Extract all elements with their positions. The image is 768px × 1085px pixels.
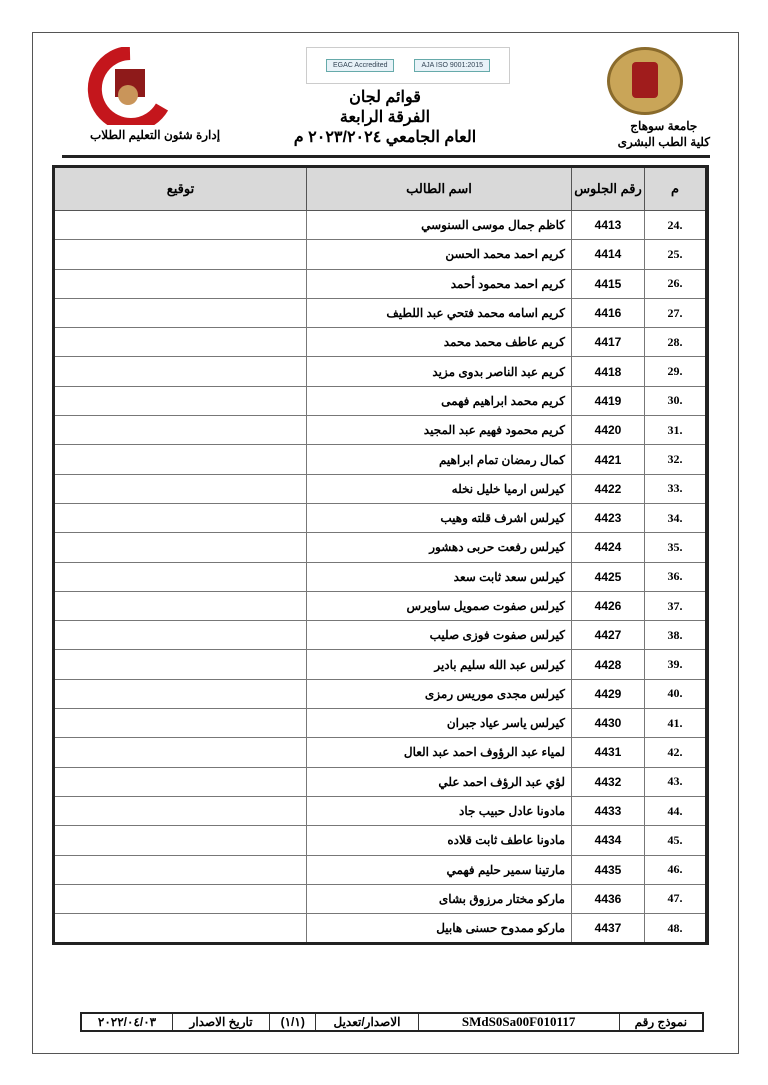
- student-name: كاظم جمال موسى السنوسي: [307, 211, 572, 240]
- signature-cell: [54, 591, 307, 620]
- student-name: كريم اسامه محمد فتحي عبد اللطيف: [307, 298, 572, 327]
- signature-cell: [54, 386, 307, 415]
- row-index: .39: [645, 650, 708, 679]
- student-name: كيرلس ياسر عياد جبران: [307, 709, 572, 738]
- row-index: .27: [645, 298, 708, 327]
- row-index: .33: [645, 474, 708, 503]
- signature-cell: [54, 503, 307, 532]
- signature-cell: [54, 914, 307, 944]
- student-name: لمياء عبد الرؤوف احمد عبد العال: [307, 738, 572, 767]
- seat-number: 4428: [572, 650, 645, 679]
- signature-cell: [54, 445, 307, 474]
- seat-number: 4414: [572, 240, 645, 269]
- signature-cell: [54, 328, 307, 357]
- row-index: .29: [645, 357, 708, 386]
- table-row: [54, 914, 708, 944]
- seat-number: 4436: [572, 884, 645, 913]
- seat-number: 4434: [572, 826, 645, 855]
- row-index: .28: [645, 328, 708, 357]
- student-name: كريم عبد الناصر بدوى مزيد: [307, 357, 572, 386]
- certification-logos: [306, 47, 510, 84]
- signature-cell: [54, 679, 307, 708]
- table-row: [54, 796, 708, 825]
- signature-cell: [54, 562, 307, 591]
- signature-cell: [54, 211, 307, 240]
- row-index: .42: [645, 738, 708, 767]
- revision-value: (١/١): [270, 1013, 316, 1031]
- row-index: .26: [645, 269, 708, 298]
- table-row: [54, 533, 708, 562]
- seat-number: 4424: [572, 533, 645, 562]
- row-index: .47: [645, 884, 708, 913]
- row-index: .41: [645, 709, 708, 738]
- student-name: كيرلس ارميا خليل نخله: [307, 474, 572, 503]
- form-number-label: نموذج رقم: [619, 1013, 703, 1031]
- row-index: .31: [645, 416, 708, 445]
- seat-number: 4432: [572, 767, 645, 796]
- table-row: [54, 474, 708, 503]
- seat-number: 4420: [572, 416, 645, 445]
- seat-number: 4431: [572, 738, 645, 767]
- department-name: إدارة شئون التعليم الطلاب: [90, 128, 221, 142]
- student-name: كريم احمد محمود أحمد: [307, 269, 572, 298]
- header-institution: [618, 118, 710, 150]
- table-row: [54, 826, 708, 855]
- document-title: قوائم لجان: [349, 89, 421, 106]
- seat-number: 4437: [572, 914, 645, 944]
- signature-cell: [54, 767, 307, 796]
- row-index: .25: [645, 240, 708, 269]
- student-name: كمال رمضان تمام ابراهيم: [307, 445, 572, 474]
- table-row: [54, 855, 708, 884]
- student-name: كيرلس رفعت حربى دهشور: [307, 533, 572, 562]
- revision-label: الاصدار/تعديل: [316, 1013, 418, 1031]
- signature-cell: [54, 533, 307, 562]
- signature-cell: [54, 884, 307, 913]
- row-index: .34: [645, 503, 708, 532]
- student-name: مارتينا سمير حليم فهمي: [307, 855, 572, 884]
- student-name: كيرلس سعد ثابت سعد: [307, 562, 572, 591]
- student-name: كريم محمود فهيم عبد المجيد: [307, 416, 572, 445]
- seat-number: 4425: [572, 562, 645, 591]
- student-name: مادونا عادل حبيب جاد: [307, 796, 572, 825]
- table-row: [54, 269, 708, 298]
- aja-logo: AJA ISO 9001:2015: [414, 59, 490, 72]
- seat-number: 4422: [572, 474, 645, 503]
- signature-cell: [54, 357, 307, 386]
- table-row: [54, 709, 708, 738]
- academic-year: العام الجامعي ٢٠٢٣/٢٠٢٤ م: [293, 129, 477, 146]
- seat-number: 4427: [572, 621, 645, 650]
- col-student-name: اسم الطالب: [307, 167, 572, 211]
- row-index: .48: [645, 914, 708, 944]
- university-name: جامعة سوهاج: [630, 119, 698, 133]
- col-signature: توقيع: [54, 167, 307, 211]
- table-row: [54, 767, 708, 796]
- signature-cell: [54, 826, 307, 855]
- issue-date: ٢٠٢٢/٠٤/٠٣: [81, 1013, 173, 1031]
- signature-cell: [54, 416, 307, 445]
- row-index: .43: [645, 767, 708, 796]
- table-row: [54, 240, 708, 269]
- signature-cell: [54, 298, 307, 327]
- signature-cell: [54, 474, 307, 503]
- student-name: لؤي عبد الرؤف احمد علي: [307, 767, 572, 796]
- student-name: كيرلس عبد الله سليم بادير: [307, 650, 572, 679]
- table-row: [54, 884, 708, 913]
- student-name: كريم عاطف محمد محمد: [307, 328, 572, 357]
- student-name: كريم احمد محمد الحسن: [307, 240, 572, 269]
- col-index: م: [645, 167, 708, 211]
- seat-number: 4417: [572, 328, 645, 357]
- row-index: .44: [645, 796, 708, 825]
- student-name: كريم محمد ابراهيم فهمى: [307, 386, 572, 415]
- signature-cell: [54, 855, 307, 884]
- row-index: .30: [645, 386, 708, 415]
- student-name: كيرلس اشرف قلته وهيب: [307, 503, 572, 532]
- row-index: .45: [645, 826, 708, 855]
- row-index: .32: [645, 445, 708, 474]
- row-index: .38: [645, 621, 708, 650]
- table-row: [54, 562, 708, 591]
- table-row: [54, 503, 708, 532]
- signature-cell: [54, 738, 307, 767]
- egac-logo: EGAC Accredited: [326, 59, 394, 72]
- issue-date-label: تاريخ الاصدار: [173, 1013, 270, 1031]
- row-index: .37: [645, 591, 708, 620]
- students-table: [52, 165, 709, 945]
- table-row: [54, 591, 708, 620]
- seat-number: 4423: [572, 503, 645, 532]
- faculty-logo: [70, 47, 175, 125]
- student-name: ماركو ممدوح حسنى هابيل: [307, 914, 572, 944]
- table-row: [54, 445, 708, 474]
- table-row: [54, 738, 708, 767]
- seat-number: 4419: [572, 386, 645, 415]
- table-row: [54, 650, 708, 679]
- signature-cell: [54, 240, 307, 269]
- table-row: [54, 679, 708, 708]
- table-row: [54, 621, 708, 650]
- form-number: SMdS0Sa00F010117: [418, 1013, 619, 1031]
- seat-number: 4426: [572, 591, 645, 620]
- seat-number: 4416: [572, 298, 645, 327]
- signature-cell: [54, 796, 307, 825]
- student-name: كيرلس مجدى موريس رمزى: [307, 679, 572, 708]
- student-name: ماركو مختار مرزوق بشاى: [307, 884, 572, 913]
- table-row: [54, 211, 708, 240]
- signature-cell: [54, 621, 307, 650]
- seat-number: 4433: [572, 796, 645, 825]
- signature-cell: [54, 709, 307, 738]
- document-titles: [250, 88, 520, 148]
- table-row: [54, 386, 708, 415]
- seat-number: 4415: [572, 269, 645, 298]
- seat-number: 4418: [572, 357, 645, 386]
- table-row: [54, 357, 708, 386]
- table-row: [54, 328, 708, 357]
- col-seat-number: رقم الجلوس: [572, 167, 645, 211]
- signature-cell: [54, 650, 307, 679]
- university-seal-logo: [607, 47, 683, 115]
- seat-number: 4435: [572, 855, 645, 884]
- level-title: الفرقة الرابعة: [339, 109, 431, 126]
- row-index: .24: [645, 211, 708, 240]
- seat-number: 4430: [572, 709, 645, 738]
- table-row: [54, 416, 708, 445]
- student-name: كيرلس صفوت صمويل ساويرس: [307, 591, 572, 620]
- form-footer: [80, 1012, 704, 1032]
- seat-number: 4421: [572, 445, 645, 474]
- row-index: .36: [645, 562, 708, 591]
- table-header-row: [54, 167, 708, 211]
- table-row: [54, 298, 708, 327]
- student-name: كيرلس صفوت فوزى صليب: [307, 621, 572, 650]
- row-index: .40: [645, 679, 708, 708]
- faculty-name: كلية الطب البشرى: [617, 135, 710, 149]
- header-divider: [62, 155, 710, 158]
- row-index: .46: [645, 855, 708, 884]
- signature-cell: [54, 269, 307, 298]
- row-index: .35: [645, 533, 708, 562]
- seat-number: 4413: [572, 211, 645, 240]
- seat-number: 4429: [572, 679, 645, 708]
- student-name: مادونا عاطف ثابت قلاده: [307, 826, 572, 855]
